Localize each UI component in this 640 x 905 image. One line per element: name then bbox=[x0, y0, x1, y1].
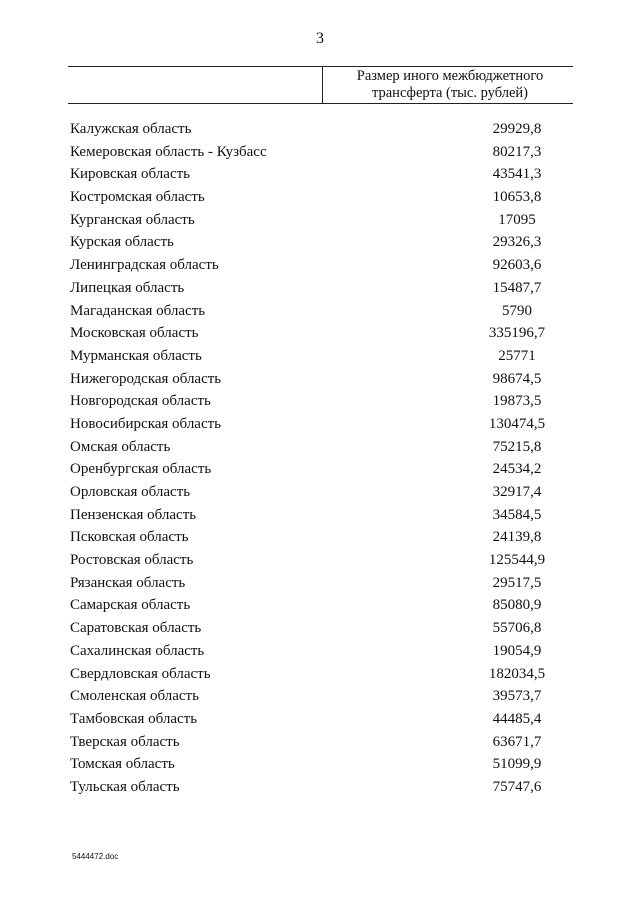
table-row bbox=[70, 481, 570, 504]
transfer-value: 43541,3 bbox=[492, 166, 542, 183]
table-row bbox=[70, 231, 570, 254]
table-row bbox=[70, 141, 570, 164]
transfer-value: 55706,8 bbox=[492, 620, 542, 637]
region-name: Томская область bbox=[70, 756, 175, 773]
region-name: Саратовская область bbox=[70, 620, 202, 637]
region-name: Псковская область bbox=[70, 529, 189, 546]
transfer-value: 39573,7 bbox=[492, 688, 542, 705]
region-name: Калужская область bbox=[70, 121, 192, 137]
table-row bbox=[70, 572, 570, 595]
region-name: Тульская область bbox=[70, 778, 180, 795]
transfer-value: 335196,7 bbox=[488, 325, 546, 342]
transfer-value: 15487,7 bbox=[492, 279, 542, 296]
transfer-value: 80217,3 bbox=[492, 143, 542, 160]
table-row bbox=[70, 594, 570, 617]
table-row bbox=[70, 731, 570, 754]
column-header-transfer: Размер иного межбюджетного трансферта (тыс. рублей) bbox=[356, 68, 544, 101]
table-row bbox=[70, 186, 570, 209]
region-name: Орловская область bbox=[70, 484, 191, 500]
table-row bbox=[70, 277, 570, 300]
region-name: Ленинградская область bbox=[70, 257, 219, 274]
transfer-value: 51099,9 bbox=[492, 756, 542, 773]
region-name: Тверская область bbox=[70, 733, 180, 750]
region-name: Московская область bbox=[70, 325, 199, 342]
region-name: Новосибирская область bbox=[70, 415, 222, 432]
transfer-value: 92603,6 bbox=[492, 257, 542, 274]
transfer-value: 5790 bbox=[502, 302, 532, 319]
transfer-value: 125544,9 bbox=[488, 552, 546, 569]
region-name: Самарская область bbox=[70, 597, 191, 614]
region-name: Омская область bbox=[70, 438, 171, 455]
table-body bbox=[70, 118, 570, 799]
region-name: Курская область bbox=[70, 234, 174, 251]
table-row bbox=[70, 118, 570, 141]
table-row bbox=[70, 458, 570, 481]
region-name: Курганская область bbox=[70, 211, 195, 228]
table-row bbox=[70, 708, 570, 731]
transfer-value: 29517,5 bbox=[492, 574, 542, 591]
table-row bbox=[70, 504, 570, 527]
transfer-value: 29326,3 bbox=[492, 234, 542, 251]
region-name: Пензенская область bbox=[70, 506, 197, 523]
table-row bbox=[70, 436, 570, 459]
region-name: Костромская область bbox=[70, 189, 205, 206]
region-name: Сахалинская область bbox=[70, 642, 205, 659]
table-row bbox=[70, 322, 570, 345]
transfer-value: 19873,5 bbox=[492, 393, 542, 410]
page-number: 3 bbox=[316, 30, 324, 47]
transfer-value: 34584,5 bbox=[492, 506, 542, 523]
region-name: Магаданская область bbox=[70, 302, 206, 319]
transfer-value: 29929,8 bbox=[492, 121, 542, 137]
transfer-value: 98674,5 bbox=[492, 370, 542, 387]
region-name: Кировская область bbox=[70, 166, 191, 183]
region-name: Мурманская область bbox=[70, 347, 202, 364]
region-name: Новгородская область bbox=[70, 393, 211, 410]
transfer-value: 85080,9 bbox=[492, 597, 542, 614]
table-row bbox=[70, 753, 570, 776]
region-name: Оренбургская область bbox=[70, 461, 212, 478]
transfer-value: 19054,9 bbox=[492, 642, 542, 659]
transfer-value: 24534,2 bbox=[492, 461, 542, 478]
header-divider bbox=[322, 67, 323, 103]
table-row bbox=[70, 163, 570, 186]
transfer-value: 130474,5 bbox=[488, 415, 546, 432]
table-row bbox=[70, 390, 570, 413]
table-row bbox=[70, 368, 570, 391]
transfer-value: 32917,4 bbox=[492, 484, 542, 500]
transfer-value: 10653,8 bbox=[492, 189, 542, 206]
table-row bbox=[70, 526, 570, 549]
table-row bbox=[70, 209, 570, 232]
transfer-value: 24139,8 bbox=[492, 529, 542, 546]
region-name: Свердловская область bbox=[70, 665, 211, 682]
transfer-value: 25771 bbox=[498, 347, 536, 364]
table-row bbox=[70, 685, 570, 708]
region-name: Смоленская область bbox=[70, 688, 199, 705]
table-row bbox=[70, 413, 570, 436]
footer-filename: 5444472.doc bbox=[72, 852, 119, 861]
region-name: Рязанская область bbox=[70, 574, 186, 591]
region-name: Тамбовская область bbox=[70, 710, 198, 727]
region-name: Кемеровская область - Кузбасс bbox=[70, 143, 267, 160]
region-name: Липецкая область bbox=[70, 279, 185, 296]
transfer-value: 17095 bbox=[498, 211, 536, 228]
transfer-value: 75747,6 bbox=[492, 778, 542, 795]
table-row bbox=[70, 663, 570, 686]
table-row bbox=[70, 345, 570, 368]
transfer-value: 182034,5 bbox=[488, 665, 546, 682]
transfer-value: 44485,4 bbox=[492, 710, 542, 727]
table-row bbox=[70, 254, 570, 277]
table-row bbox=[70, 776, 570, 799]
table-row bbox=[70, 300, 570, 323]
table-row bbox=[70, 640, 570, 663]
transfer-value: 63671,7 bbox=[492, 733, 542, 750]
table-row bbox=[70, 549, 570, 572]
region-name: Нижегородская область bbox=[70, 370, 222, 387]
region-name: Ростовская область bbox=[70, 552, 194, 569]
transfer-value: 75215,8 bbox=[492, 438, 542, 455]
table-header bbox=[68, 66, 573, 104]
table-row bbox=[70, 617, 570, 640]
